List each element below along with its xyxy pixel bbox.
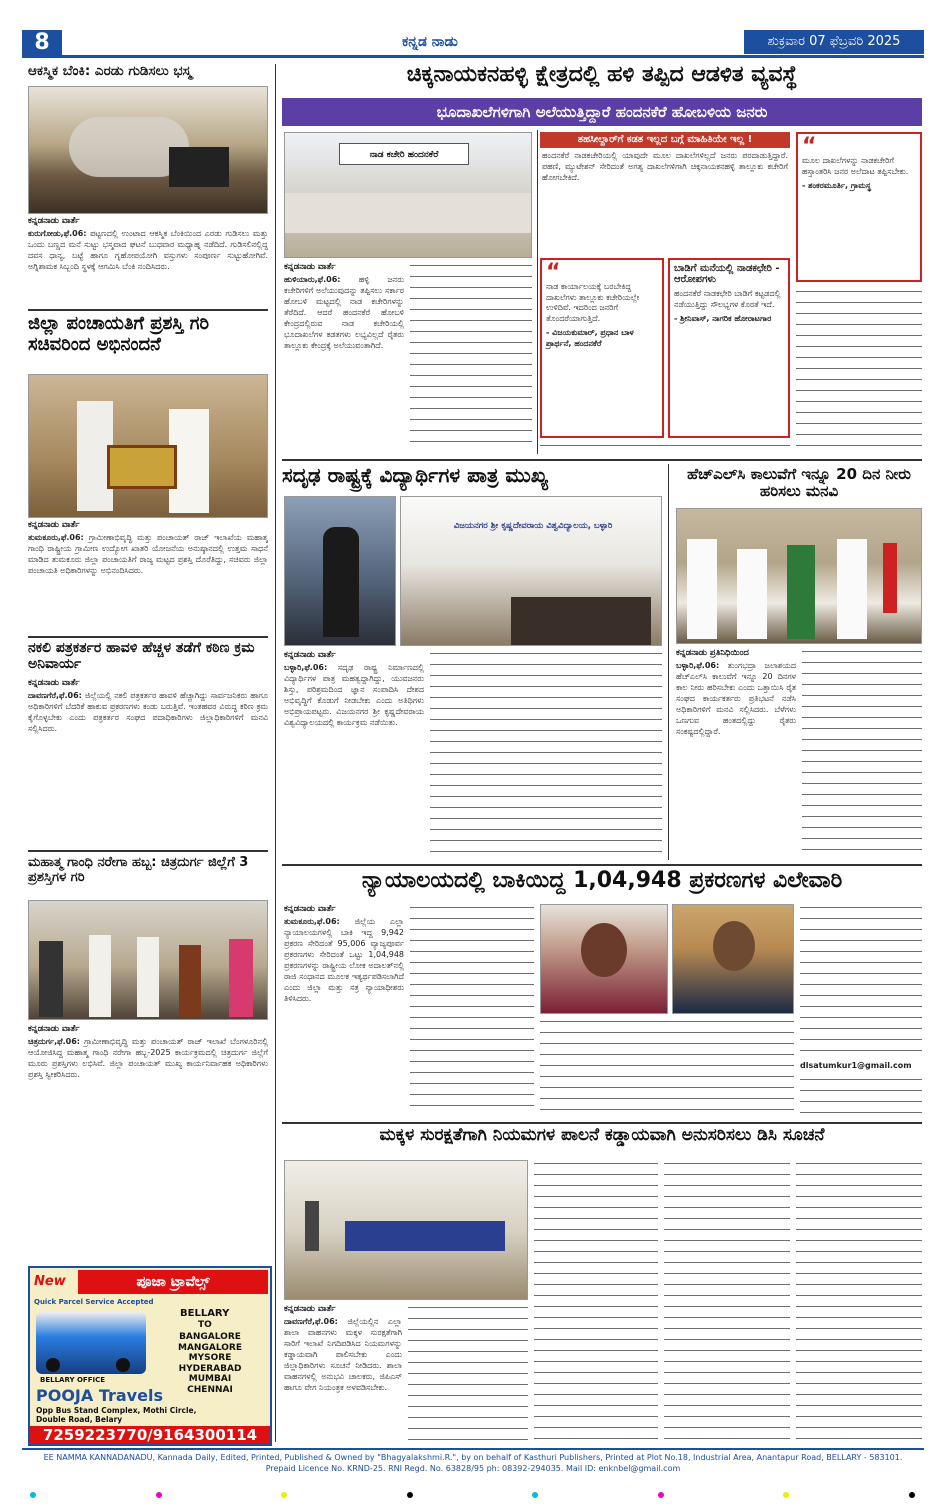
reg-dot-icon xyxy=(532,1492,538,1498)
story7-body-col2 xyxy=(802,648,922,858)
quote1-text: ನಾಡ ಕಾರ್ಯಾಲಯಕ್ಕೆ ಬರಬೇಕಿದ್ದ ದಾಖಲೆಗಳು ತಾಲ್ಲೂಕು ಕಚೇರಿಯಲ್ಲೇ ಉಳಿದಿವೆ. ಇದರಿಂದ ಜನರಿಗೆ ತೊಂದರೆಯಾಗುತ್ತಿದೆ. xyxy=(546,282,640,323)
quote3-author: - ಶಂಕರಮೂರ್ತಿ, ಗ್ರಾಮಸ್ಥ xyxy=(802,181,871,190)
ad-city: MANGALORE xyxy=(178,1342,242,1353)
quote-mark-icon: “ xyxy=(546,260,561,285)
ad-phones: 7259223770/9164300114 xyxy=(30,1426,270,1444)
ad-address-1: Opp Bus Stand Complex, Mothi Circle, xyxy=(36,1406,197,1415)
lead-text-1: ಹಳ್ಳಿ ಜನರು ಕಚೇರಿಗಳಿಗೆ ಅಲೆಯುವುದನ್ನು ತಪ್ಪಿಸಲು ಸರ್ಕಾರ ಹೋಬಳಿ ಮಟ್ಟದಲ್ಲಿ ನಾಡ ಕಚೇರಿಗಳನ್ನು ತೆರೆದಿದೆ. ಆದರೆ ಹಂದನಕೆರೆ ಹೋಬಳಿ ಕೇಂದ್ರದಲ್ಲಿರುವ ನಾಡ ಕಚೇರಿಯಲ್ಲಿ ಭೂದಾಖಲೆಗಳ ಕಡತಗಳು ಲಭ್ಯವಿಲ್ಲದೆ ರೈತರು ತಾಲ್ಲೂಕು ಕೇಂದ್ರಕ್ಕೆ ಅಲೆಯುವಂತಾಗಿದೆ. xyxy=(284,275,404,350)
story2-text: ಗ್ರಾಮೀಣಾಭಿವೃದ್ಧಿ ಮತ್ತು ಪಂಚಾಯತ್ ರಾಜ್ ಇಲಾಖೆಯ ಮಹಾತ್ಮ ಗಾಂಧಿ ರಾಷ್ಟ್ರೀಯ ಗ್ರಾಮೀಣ ಉದ್ಯೋಗ ಖಾತರಿ ಯೋಜನೆಯ ಅನುಷ್ಠಾನದಲ್ಲಿ ಉತ್ತಮ ಸಾಧನೆ ಮಾಡಿದ ತುಮಕೂರು ಜಿಲ್ಲಾ ಪಂಚಾಯತಿಗೆ ರಾಜ್ಯ ಮಟ್ಟದ ಪ್ರಶಸ್ತಿ ದೊರೆತಿದ್ದು, ಸಚಿವರು ಜಿಲ್ಲಾ ಪಂಚಾಯತಿ ಅಧಿಕಾರಿಗಳನ್ನು ಅಭಿನಂದಿಸಿದರು. xyxy=(28,533,268,575)
story9-body-col3 xyxy=(534,1160,658,1442)
page-header xyxy=(22,30,924,58)
column-divider xyxy=(275,64,276,1442)
lead-byline: ಕನ್ನಡನಾಡು ವಾರ್ತೆ xyxy=(284,262,336,272)
lead-body-2: ಹಂದನಕೆರೆ ನಾಡಕಚೇರಿಯಲ್ಲಿ ಯಾವುದೇ ಮೂಲ ದಾಖಲೆಗಳಿಲ್ಲದೆ ಜನರು ಪರದಾಡುತ್ತಿದ್ದಾರೆ. ಪಹಣಿ, ಮ್ಯುಟೇಶನ್ ಸೇರಿದಂತೆ ಅಗತ್ಯ ದಾಖಲೆಗಳಿಗಾಗಿ ಚಿಕ್ಕನಾಯಕನಹಳ್ಳಿ ತಾಲ್ಲೂಕು ಕಚೇರಿಗೆ ಹೋಗಬೇಕಿದೆ. xyxy=(542,151,788,182)
story9-dateline: ದಾವಣಗೆರೆ,ಫೆ.06: xyxy=(284,1317,338,1326)
story4-text: ಗ್ರಾಮೀಣಾಭಿವೃದ್ಧಿ ಮತ್ತು ಪಂಚಾಯತ್ ರಾಜ್ ಇಲಾಖೆ ಬೆಂಗಳೂರಿನಲ್ಲಿ ಆಯೋಜಿಸಿದ್ದ ಮಹಾತ್ಮ ಗಾಂಧಿ ನರೇಗಾ ಹಬ್ಬ-2025 ಕಾರ್ಯಕ್ರಮದಲ್ಲಿ ಚಿತ್ರದುರ್ಗ ಜಿಲ್ಲೆಗೆ ಮೂರು ಪ್ರಶಸ್ತಿಗಳು ಲಭಿಸಿವೆ. ಜಿಲ್ಲಾ ಪಂಚಾಯತ್ ಮುಖ್ಯ ಕಾರ್ಯನಿರ್ವಾಹಕ ಅಧಿಕಾರಿಗಳು ಪ್ರಶಸ್ತಿ ಸ್ವೀಕರಿಸಿದರು. xyxy=(28,1037,268,1079)
quote2-title: ಬಾಡಿಗೆ ಮನೆಯಲ್ಲಿ ನಾಡಕಛೇರಿ - ಆರೋಪಗಳು xyxy=(674,263,780,285)
judge-photo-1 xyxy=(540,904,668,1014)
story6-body xyxy=(284,662,424,858)
story1-headline: ಆಕಸ್ಮಿಕ ಬೆಂಕಿ: ಎರಡು ಗುಡಿಸಲು ಭಸ್ಮ xyxy=(28,63,192,79)
story6-byline: ಕನ್ನಡನಾಡು ವಾರ್ತೆ xyxy=(284,650,336,660)
award-photo xyxy=(28,374,268,518)
story8-contact: dlsatumkur1@gmail.com xyxy=(800,1061,912,1070)
ad-title: ಪೂಜಾ ಟ್ರಾವೆಲ್ಸ್ xyxy=(78,1270,268,1294)
lead-red-bar: ತಹಸೀಲ್ದಾರ್‌ಗೆ ಕಡತ ಇಲ್ಲದ ಬಗ್ಗೆ ಮಾಹಿತಿಯೇ ಇಲ್ಲ ! xyxy=(540,132,790,148)
lead-body-col4 xyxy=(796,288,922,454)
quote-box-3 xyxy=(796,132,922,282)
story8-byline: ಕನ್ನಡನಾಡು ವಾರ್ತೆ xyxy=(284,904,336,914)
story9-body-col2 xyxy=(408,1304,528,1442)
reg-dot-icon xyxy=(30,1492,36,1498)
footer-licence: Prepaid Licence No. KRND-25. RNI Regd. No. 63828/95 ph: 08392-294035. Mail ID: enknbel@gmail.com xyxy=(265,1464,681,1473)
reg-dot-icon xyxy=(658,1492,664,1498)
meeting-photo xyxy=(284,1160,528,1300)
page-number: 8 xyxy=(22,30,62,56)
story1-dateline: ಕುರುಗೋಡು,ಫೆ.06: xyxy=(28,229,87,238)
story6-headline: ಸದೃಢ ರಾಷ್ಟ್ರಕ್ಕೆ ವಿದ್ಯಾರ್ಥಿಗಳ ಪಾತ್ರ ಮುಖ್ಯ xyxy=(282,463,549,487)
story6-dateline: ಬಳ್ಳಾರಿ,ಫೆ.06: xyxy=(284,663,328,672)
column-divider xyxy=(537,130,538,454)
story4-dateline: ಚಿತ್ರದುರ್ಗ,ಫೆ.06: xyxy=(28,1037,80,1046)
divider xyxy=(282,1122,922,1124)
protest-photo xyxy=(676,508,922,644)
office-sign: ನಾಡ ಕಚೇರಿ ಹಂದನಕೆರೆ xyxy=(339,143,469,165)
divider xyxy=(28,850,268,852)
ad-city: HYDERABAD xyxy=(178,1363,242,1374)
story9-body xyxy=(284,1316,402,1442)
story4-body xyxy=(28,1036,268,1260)
story8-body-col4 xyxy=(800,904,922,1056)
story1-body xyxy=(28,228,268,306)
story8-dateline: ತುಮಕೂರು,ಫೆ.06: xyxy=(284,917,340,926)
lead-body-col3 xyxy=(540,442,790,456)
story8-body-col3 xyxy=(540,1018,794,1116)
story8-body-col2 xyxy=(410,904,534,1116)
story7-body xyxy=(676,660,796,858)
divider xyxy=(282,459,922,461)
story2-dateline: ತುಮಕೂರು,ಫೆ.06: xyxy=(28,533,84,542)
reg-dot-icon xyxy=(783,1492,789,1498)
story6-body-cols xyxy=(430,650,662,858)
nrega-award-photo xyxy=(28,900,268,1020)
fire-photo xyxy=(28,86,268,214)
story9-body-col4 xyxy=(664,1160,790,1442)
ad-cities xyxy=(150,1332,270,1395)
nadakacheri-photo xyxy=(284,132,532,258)
quote3-text: ಮೂಲ ದಾಖಲೆಗಳನ್ನು ನಾಡಕಚೇರಿಗೆ ಹಸ್ತಾಂತರಿಸಿ ಜನರ ಅಲೆದಾಟ ತಪ್ಪಿಸಬೇಕು. xyxy=(802,156,909,176)
story8-headline: ನ್ಯಾಯಾಲಯದಲ್ಲಿ ಬಾಕಿಯಿದ್ದ 1,04,948 ಪ್ರಕರಣಗಳ ವಿಲೇವಾರಿ xyxy=(361,868,843,893)
lead-dateline: ಹುಳಿಯಾರು,ಫೆ.06: xyxy=(284,275,341,284)
ad-city: MYSORE xyxy=(188,1353,232,1363)
story2-body xyxy=(28,532,268,632)
story3-body xyxy=(28,690,268,842)
story3-dateline: ದಾವಣಗೆರೆ,ಫೆ.06: xyxy=(28,691,82,700)
seminar-banner: ವಿಜಯನಗರ ಶ್ರೀ ಕೃಷ್ಣದೇವರಾಯ ವಿಶ್ವವಿದ್ಯಾಲಯ, ಬಳ್ಳಾರಿ xyxy=(453,521,613,531)
story2-headline: ಜಿಲ್ಲಾ ಪಂಚಾಯತಿಗೆ ಪ್ರಶಸ್ತಿ ಗರಿ ಸಚಿವರಿಂದ ಅಭಿನಂದನೆ xyxy=(28,313,210,355)
story7-byline: ಕನ್ನಡನಾಡು ಪ್ರತಿನಿಧಿಯಿಂದ xyxy=(676,648,749,658)
story1-byline: ಕನ್ನಡನಾಡು ವಾರ್ತೆ xyxy=(28,216,80,226)
ad-city: CHENNAI xyxy=(187,1384,233,1395)
story7-text: ತುಂಗಭದ್ರಾ ಜಲಾಶಯದ ಹೆಚ್‌ಎಲ್‌ಸಿ ಕಾಲುವೆಗೆ ಇನ್ನೂ 20 ದಿನಗಳ ಕಾಲ ನೀರು ಹರಿಸಬೇಕು ಎಂದು ಒತ್ತಾಯಿಸಿ ರೈತ ಸಂಘದ ಕಾರ್ಯಕರ್ತರು ಪ್ರತಿಭಟನೆ ನಡೆಸಿ ಅಧಿಕಾರಿಗಳಿಗೆ ಮನವಿ ಸಲ್ಲಿಸಿದರು. ಬೆಳೆಗಳು ಒಣಗುವ ಹಂತದಲ್ಲಿದ್ದು ರೈತರು ಸಂಕಷ್ಟದಲ್ಲಿದ್ದಾರೆ. xyxy=(676,661,796,736)
speaker-photo xyxy=(284,496,396,646)
pooja-travels-ad xyxy=(28,1266,272,1446)
judge-photo-2 xyxy=(672,904,794,1014)
lead-headline: ಚಿಕ್ಕನಾಯಕನಹಳ್ಳಿ ಕ್ಷೇತ್ರದಲ್ಲಿ ಹಳಿ ತಪ್ಪಿದ ಆಡಳಿತ ವ್ಯವಸ್ಥೆ xyxy=(406,62,798,87)
ad-route-to: TO xyxy=(198,1320,212,1330)
story1-text: ಪಟ್ಟಣದಲ್ಲಿ ಉಂಟಾದ ಆಕಸ್ಮಿಕ ಬೆಂಕಿಯಿಂದ ಎರಡು ಗುಡಿಸಲು ಮತ್ತು ಒಂದು ಬಣ್ಣದ ಮನೆ ಸುಟ್ಟು ಭಸ್ಮವಾದ ಘಟನೆ ಬುಧವಾರ ಮಧ್ಯಾಹ್ನ ನಡೆದಿದೆ. ಗುಡಿಸಲಿನಲ್ಲಿದ್ದ ದವಸ ಧಾನ್ಯ, ಬಟ್ಟೆ ಹಾಗೂ ಗೃಹೋಪಯೋಗಿ ವಸ್ತುಗಳು ಸಂಪೂರ್ಣ ಸುಟ್ಟುಹೋಗಿವೆ. ಅಗ್ನಿಶಾಮಕ ಸಿಬ್ಬಂದಿ ಸ್ಥಳಕ್ಕೆ ಆಗಮಿಸಿ ಬೆಂಕಿ ನಂದಿಸಿದರು. xyxy=(28,229,268,271)
story3-byline: ಕನ್ನಡನಾಡು ವಾರ್ತೆ xyxy=(28,678,80,688)
divider xyxy=(282,864,922,866)
reg-dot-icon xyxy=(407,1492,413,1498)
ad-tagline: Quick Parcel Service Accepted xyxy=(34,1298,154,1306)
lead-body-col2 xyxy=(410,262,532,452)
story2-byline: ಕನ್ನಡನಾಡು ವಾರ್ತೆ xyxy=(28,520,80,530)
story4-byline: ಕನ್ನಡನಾಡು ವಾರ್ತೆ xyxy=(28,1024,80,1034)
footer-imprint: EE NAMMA KANNADANADU, Kannada Daily, Edited, Printed, Published & Owned by "Bhagyalakshmi.R.", by on behalf of Kasthuri Publishers, Printed at Plot No.18, Industrial Area, Anantapur Road, BELLARY - 583101. xyxy=(43,1453,903,1462)
story7-headline: ಹೆಚ್‌ಎಲ್‌ಸಿ ಕಾಲುವೆಗೆ ಇನ್ನೂ 20 ದಿನ ನೀರು ಹರಿಸಲು ಮನವಿ xyxy=(687,465,911,501)
story9-byline: ಕನ್ನಡನಾಡು ವಾರ್ತೆ xyxy=(284,1304,336,1314)
story9-headline: ಮಕ್ಕಳ ಸುರಕ್ಷತೆಗಾಗಿ ನಿಯಮಗಳ ಪಾಲನೆ ಕಡ್ಡಾಯವಾಗಿ ಅನುಸರಿಸಲು ಡಿಸಿ ಸೂಚನೆ xyxy=(379,1125,825,1145)
ad-brand: POOJA Travels xyxy=(36,1386,163,1405)
lead-subhead: ಭೂದಾಖಲೆಗಳಿಗಾಗಿ ಅಲೆಯುತ್ತಿದ್ದಾರೆ ಹಂದನಕೆರೆ ಹೋಬಳಿಯ ಜನರು xyxy=(282,98,922,126)
divider xyxy=(28,636,268,638)
ad-city: MUMBAI xyxy=(188,1374,232,1384)
seminar-photo xyxy=(400,496,662,646)
story8-body-col4b xyxy=(800,1076,922,1116)
reg-dot-icon xyxy=(281,1492,287,1498)
reg-dot-icon xyxy=(156,1492,162,1498)
quote-box-1 xyxy=(540,258,664,438)
quote2-author: - ಶ್ರೀನಿವಾಸ್, ನಾಗರಿಕ ಹೋರಾಟಗಾರ xyxy=(674,314,772,323)
story9-text: ಜಿಲ್ಲೆಯಲ್ಲಿನ ಎಲ್ಲಾ ಶಾಲಾ ವಾಹನಗಳು ಮಕ್ಕಳ ಸುರಕ್ಷತೆಗಾಗಿ ಸಾರಿಗೆ ಇಲಾಖೆ ನಿಗದಿಪಡಿಸಿದ ನಿಯಮಗಳನ್ನು ಕಡ್ಡಾಯವಾಗಿ ಪಾಲಿಸಬೇಕು ಎಂದು ಜಿಲ್ಲಾಧಿಕಾರಿಗಳು ಸೂಚನೆ ನೀಡಿದರು. ಶಾಲಾ ವಾಹನಗಳಲ್ಲಿ ಅನುಭವಿ ಚಾಲಕರು, ಜಿಪಿಎಸ್ ಹಾಗೂ ವೇಗ ನಿಯಂತ್ರಕ ಅಳವಡಿಸಬೇಕು. xyxy=(284,1317,402,1392)
story6-text: ಸದೃಢ ರಾಷ್ಟ್ರ ನಿರ್ಮಾಣದಲ್ಲಿ ವಿದ್ಯಾರ್ಥಿಗಳ ಪಾತ್ರ ಮಹತ್ವದ್ದಾಗಿದ್ದು, ಯುವಜನರು ಶಿಸ್ತು, ಪರಿಶ್ರಮದಿಂದ ಜ್ಞಾನ ಸಂಪಾದಿಸಿ ದೇಶದ ಅಭಿವೃದ್ಧಿಗೆ ಕೊಡುಗೆ ನೀಡಬೇಕು ಎಂದು ಅತಿಥಿಗಳು ಅಭಿಪ್ರಾಯಪಟ್ಟರು. ವಿಜಯನಗರ ಶ್ರೀ ಕೃಷ್ಣದೇವರಾಯ ವಿಶ್ವವಿದ್ಯಾಲಯದಲ್ಲಿ ಕಾರ್ಯಕ್ರಮ ನಡೆಯಿತು. xyxy=(284,663,424,727)
story3-headline: ನಕಲಿ ಪತ್ರಕರ್ತರ ಹಾವಳಿ ಹೆಚ್ಚಳ ತಡೆಗೆ ಕಠಿಣ ಕ್ರಮ ಅನಿವಾರ್ಯ xyxy=(28,640,255,673)
quote2-text: ಹಂದನಕೆರೆ ನಾಡಕಛೇರಿ ಬಾಡಿಗೆ ಕಟ್ಟಡದಲ್ಲಿ ನಡೆಯುತ್ತಿದ್ದು ಸೌಲಭ್ಯಗಳ ಕೊರತೆ ಇದೆ. xyxy=(674,289,781,309)
page-footer xyxy=(22,1448,924,1488)
ad-office: BELLARY OFFICE xyxy=(40,1376,106,1384)
story3-text: ಜಿಲ್ಲೆಯಲ್ಲಿ ನಕಲಿ ಪತ್ರಕರ್ತರ ಹಾವಳಿ ಹೆಚ್ಚಾಗಿದ್ದು ಸಾರ್ವಜನಿಕರು ಹಾಗೂ ಅಧಿಕಾರಿಗಳಿಗೆ ಬೆದರಿಕೆ ಹಾಕುವ ಪ್ರಕರಣಗಳು ಕಂಡು ಬರುತ್ತಿವೆ. ಇಂತಹವರ ವಿರುದ್ಧ ಕಠಿಣ ಕ್ರಮ ಕೈಗೊಳ್ಳಬೇಕು ಎಂದು ಪತ್ರಕರ್ತರ ಸಂಘದ ಪದಾಧಿಕಾರಿಗಳು ಜಿಲ್ಲಾಧಿಕಾರಿಗಳಿಗೆ ಮನವಿ ಸಲ್ಲಿಸಿದರು. xyxy=(28,691,268,733)
ad-route-from: BELLARY xyxy=(180,1308,230,1319)
quote-mark-icon: “ xyxy=(802,134,817,159)
story8-text: ಜಿಲ್ಲೆಯ ಎಲ್ಲಾ ನ್ಯಾಯಾಲಯಗಳಲ್ಲಿ ಬಾಕಿ ಇದ್ದ 9,942 ಪ್ರಕರಣ ಸೇರಿದಂತೆ 95,006 ವ್ಯಾಜ್ಯಪೂರ್ವ ಪ್ರಕರಣಗಳು ಸೇರಿದಂತೆ ಒಟ್ಟು 1,04,948 ಪ್ರಕರಣಗಳನ್ನು ರಾಷ್ಟ್ರೀಯ ಲೋಕ ಅದಾಲತ್‌ನಲ್ಲಿ ರಾಜಿ ಸಂಧಾನದ ಮೂಲಕ ಇತ್ಯರ್ಥಪಡಿಸಲಾಗಿದೆ ಎಂದು ಜಿಲ್ಲಾ ಮತ್ತು ಸತ್ರ ನ್ಯಾಯಾಧೀಶರು ತಿಳಿಸಿದರು. xyxy=(284,917,404,1003)
column-divider xyxy=(668,464,669,860)
story4-headline: ಮಹಾತ್ಮ ಗಾಂಧಿ ನರೇಗಾ ಹಬ್ಬ: ಚಿತ್ರದುರ್ಗ ಜಿಲ್ಲೆಗೆ 3 ಪ್ರಶಸ್ತಿಗಳ ಗರಿ xyxy=(28,855,249,885)
reg-dot-icon xyxy=(909,1492,915,1498)
registration-marks xyxy=(30,1492,915,1500)
quote1-author: - ವಿಜಯಕುಮಾರ್, ಪ್ರಧಾನ ಬಾಳ ಪ್ರಾರ್ಥನೆ, ಹಂದನಕೆರೆ xyxy=(546,328,634,348)
story8-body xyxy=(284,916,404,1116)
masthead: ಕನ್ನಡ ನಾಡು xyxy=(402,34,458,50)
story9-body-col5 xyxy=(796,1160,922,1442)
lead-body-col1 xyxy=(284,274,404,452)
bus-image xyxy=(36,1312,146,1374)
ad-new-badge: New xyxy=(34,1274,66,1289)
story7-dateline: ಬಳ್ಳಾರಿ,ಫೆ.06: xyxy=(676,661,720,670)
issue-date: ಶುಕ್ರವಾರ 07 ಫೆಬ್ರವರಿ 2025 xyxy=(744,30,924,54)
ad-city: BANGALORE xyxy=(179,1332,241,1342)
divider xyxy=(28,309,268,311)
ad-address-2: Double Road, Belary xyxy=(36,1415,123,1424)
quote-box-2 xyxy=(668,258,790,438)
